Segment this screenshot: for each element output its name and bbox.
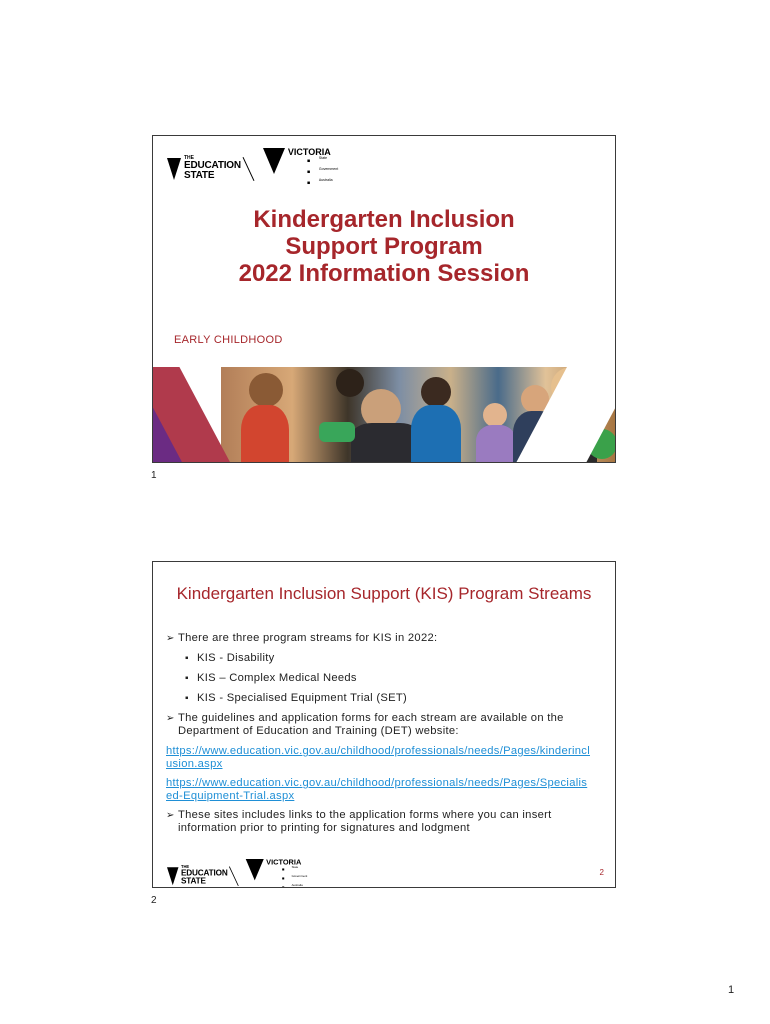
page-number: 1 [728,984,735,996]
stream-item: ▪ KIS - Specialised Equipment Trial (SET) [166,692,593,705]
victoria-logo [246,859,308,888]
stream-item: ▪ KIS - Disability [166,652,593,665]
divider [242,157,254,181]
logo-text: THE [184,155,194,162]
logo-text: EDUCATION [180,869,228,879]
bullet-item: ➢ These sites includes links to the application forms where you can insert information prior to printing for signatures and lodgment [166,809,593,835]
kinder-inclusion-link[interactable]: https://www.education.vic.gov.au/childhood/professionals/needs/Pages/kinderinclusion.aspx [166,745,590,770]
logo-row [167,859,307,888]
logo-subtext: ▪ State [266,867,307,870]
bullet-item: ➢ There are three program streams for KIS in 2022: [166,632,593,645]
slide-content [166,632,593,842]
slide-number: 1 [151,470,157,481]
logo-row [167,148,338,189]
logo-text: VICTORIA [287,147,331,157]
logo-text: THE [180,864,190,870]
child-head [249,373,283,407]
children-photo-banner [153,367,616,463]
logo-text: STATE [180,877,206,887]
victoria-logo [263,148,338,189]
education-state-logo [167,865,234,886]
logo-subtext: ▪ Australia [266,884,307,887]
specialised-equipment-link[interactable]: https://www.education.vic.gov.au/childhood/professionals/needs/Pages/Specialised-Equipment-Trial.aspx [166,777,588,802]
logo-text: STATE [184,170,215,182]
child-head [483,403,507,427]
victoria-v-icon [263,148,285,174]
title-line: 2022 Information Session [238,260,530,287]
logo-text: EDUCATION [184,160,241,172]
toy [319,422,355,442]
slide-title [153,206,615,287]
bullet-item: ➢ The guidelines and application forms for each stream are available on the Department of Education and Training (DET) website: [166,712,593,738]
adult-head [421,377,451,407]
logo-subtext: ▪ Australia [288,179,338,183]
victoria-v-icon [246,859,264,880]
slide-subtitle: EARLY CHILDHOOD [174,334,283,346]
child-body [476,425,516,463]
child-head [336,369,364,397]
title-line: Kindergarten Inclusion [253,206,515,233]
divider [229,866,239,886]
education-v-icon [167,867,178,885]
slide-corner-number: 2 [599,868,604,877]
slide-number: 2 [151,895,157,906]
logo-subtext: ▪ Government [288,168,338,172]
adult-body [411,405,461,463]
education-state-logo [167,156,249,182]
slide-2 [152,561,616,888]
child-dress [241,405,289,463]
stream-item: ▪ KIS – Complex Medical Needs [166,672,593,685]
logo-subtext: ▪ State [288,157,338,161]
logo-text: VICTORIA [266,858,302,867]
education-v-icon [167,158,181,180]
slide-title: Kindergarten Inclusion Support (KIS) Program Streams [176,584,592,603]
title-line: Support Program [285,233,483,260]
logo-subtext: ▪ Government [266,875,307,878]
slide-1 [152,135,616,463]
